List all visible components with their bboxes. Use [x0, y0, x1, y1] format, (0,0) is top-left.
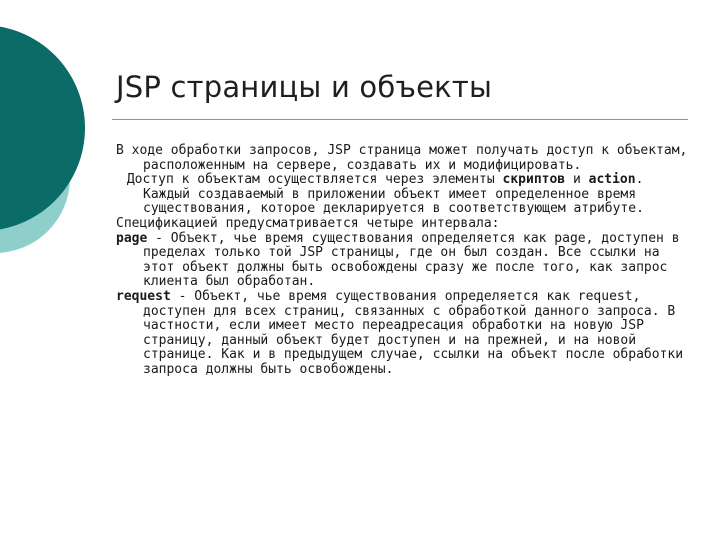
- decorative-circles: [0, 0, 110, 290]
- slide-body: [116, 144, 696, 378]
- term-page: page: [116, 230, 148, 246]
- paragraph-request-scope: request - Объект, чье время существования определяется как request, доступен для всех страниц, связанных с обработкой данного запроса. В частности, если имеет место переадресация обработки на новую JSP страницу, данный объект будет доступен и на прежней, и на новой странице. Как и в предыдущем случае, ссылки на объект после обработки запроса должны быть освобождены.: [116, 288, 684, 377]
- paragraph-intro: В ходе обработки запросов, JSP страница может получать доступ к объектам, расположенным на сервере, создавать их и модифицировать.: [116, 143, 688, 173]
- keyword-action: action: [588, 172, 636, 188]
- paragraph-access: Доступ к объектам осуществляется через элементы скриптов и action. Каждый создаваемый в приложении объект имеет определенное время существования, которое декларируется в соответствующем атрибуте.: [126, 172, 644, 217]
- keyword-scripts: скриптов: [502, 172, 566, 188]
- term-request: request: [116, 288, 171, 304]
- paragraph-page-scope: page - Объект, чье время существования определяется как page, доступен в пределах только той JSP страницы, где он был создан. Все ссылки на этот объект должны быть освобождены сразу же после того, как запрос клиента был обработан.: [116, 230, 680, 290]
- slide-title: JSP страницы и объекты: [116, 70, 493, 104]
- title-divider: [112, 119, 688, 120]
- dark-teal-circle: [0, 25, 85, 231]
- paragraph-intervals: Спецификацией предусматривается четыре интервала:: [116, 215, 500, 231]
